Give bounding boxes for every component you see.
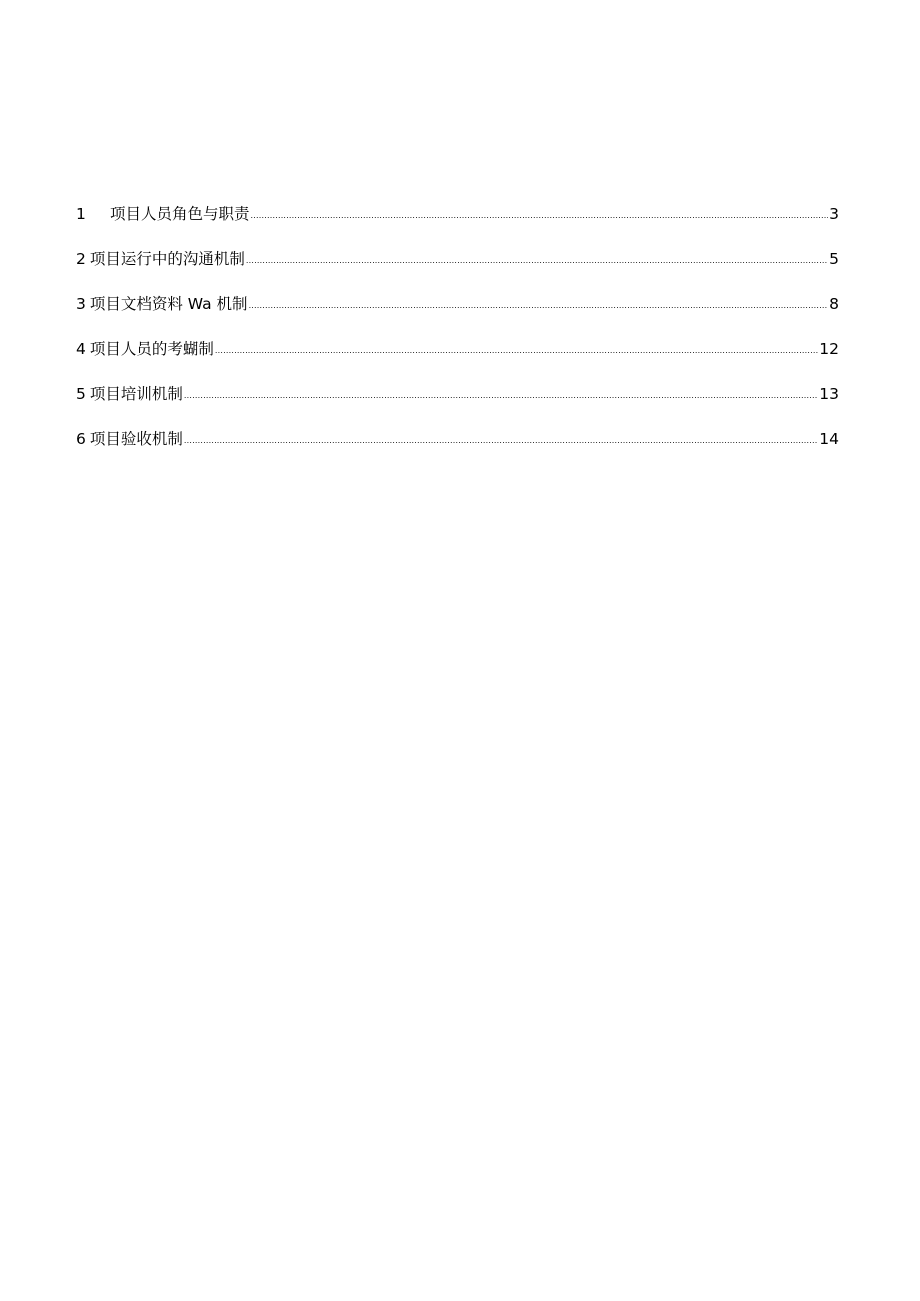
toc-dot-leader — [249, 292, 829, 317]
toc-dot-leader — [184, 382, 818, 407]
toc-dot-leader — [215, 337, 818, 362]
toc-entry-6[interactable] — [76, 428, 839, 473]
toc-entry-page: 3 — [829, 205, 839, 223]
toc-entry-number: 4 — [76, 340, 86, 358]
toc-entry-2[interactable] — [76, 248, 839, 293]
toc-entry-title: 项目文档资料 Wa 机制 — [89, 295, 248, 313]
toc-entry-title: 项目培训机制 — [89, 385, 183, 403]
toc-entry-page: 5 — [829, 250, 839, 268]
toc-entry-page: 13 — [819, 385, 839, 403]
toc-entry-page: 8 — [829, 295, 839, 313]
toc-dot-leader — [251, 202, 829, 227]
toc-entry-title: 项目人员角色与职责 — [110, 205, 250, 223]
toc-entry-4[interactable] — [76, 338, 839, 383]
toc-entry-title: 项目人员的考蝴制 — [89, 340, 214, 358]
toc-entry-title: 项目运行中的沟通机制 — [89, 250, 245, 268]
toc-dot-leader — [184, 427, 818, 452]
toc-entry-5[interactable] — [76, 383, 839, 428]
toc-entry-number: 2 — [76, 250, 86, 268]
toc-entry-number: 3 — [76, 295, 86, 313]
toc-entry-3[interactable] — [76, 293, 839, 338]
toc-entry-number: 5 — [76, 385, 86, 403]
toc-dot-leader — [246, 247, 828, 272]
toc-entry-number: 6 — [76, 430, 86, 448]
toc-entry-1[interactable] — [76, 203, 839, 248]
toc-entry-page: 14 — [819, 430, 839, 448]
table-of-contents — [76, 203, 839, 473]
toc-entry-number: 1 — [76, 205, 86, 223]
toc-entry-title: 项目验收机制 — [89, 430, 183, 448]
toc-entry-page: 12 — [819, 340, 839, 358]
